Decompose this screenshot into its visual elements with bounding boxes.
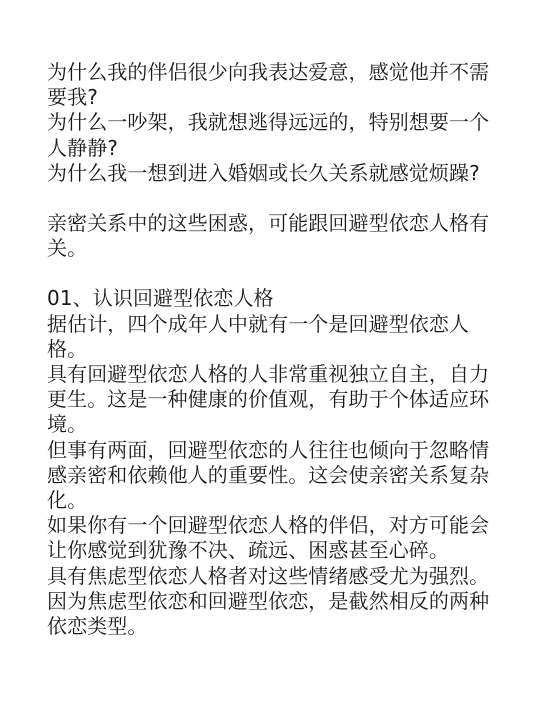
lead-paragraph: 亲密关系中的这些困惑，可能跟回避型依恋人格有关。 bbox=[47, 211, 490, 261]
section-heading: 01、认识回避型依恋人格 bbox=[47, 286, 274, 311]
body-paragraph: 但事有两面，回避型依恋的人往往也倾向于忽略情感亲密和依赖他人的重要性。这会使亲密关系复杂化。 bbox=[47, 437, 490, 513]
body-paragraph: 如果你有一个回避型依恋人格的伴侣，对方可能会让你感觉到犹豫不决、疏远、困惑甚至心碎。 bbox=[47, 513, 490, 563]
intro-question: 为什么我的伴侣很少向我表达爱意，感觉他并不需要我? bbox=[47, 60, 490, 110]
intro-question: 为什么一吵架，我就想逃得远远的，特别想要一个人静静? bbox=[47, 110, 490, 160]
intro-question: 为什么我一想到进入婚姻或长久关系就感觉烦躁? bbox=[47, 160, 480, 185]
body-paragraph: 因为焦虑型依恋和回避型依恋，是截然相反的两种依恋类型。 bbox=[47, 588, 490, 639]
paragraph-spacer bbox=[47, 186, 499, 211]
body-paragraph: 具有焦虑型依恋人格者对这些情绪感受尤为强烈。 bbox=[47, 563, 490, 588]
body-paragraph: 据估计，四个成年人中就有一个是回避型依恋人格。 bbox=[47, 311, 470, 361]
paragraph-spacer bbox=[47, 261, 499, 286]
body-paragraph: 具有回避型依恋人格的人非常重视独立自主，自力更生。这是一种健康的价值观，有助于个体适应环境。 bbox=[47, 362, 490, 437]
article-body bbox=[47, 60, 499, 639]
